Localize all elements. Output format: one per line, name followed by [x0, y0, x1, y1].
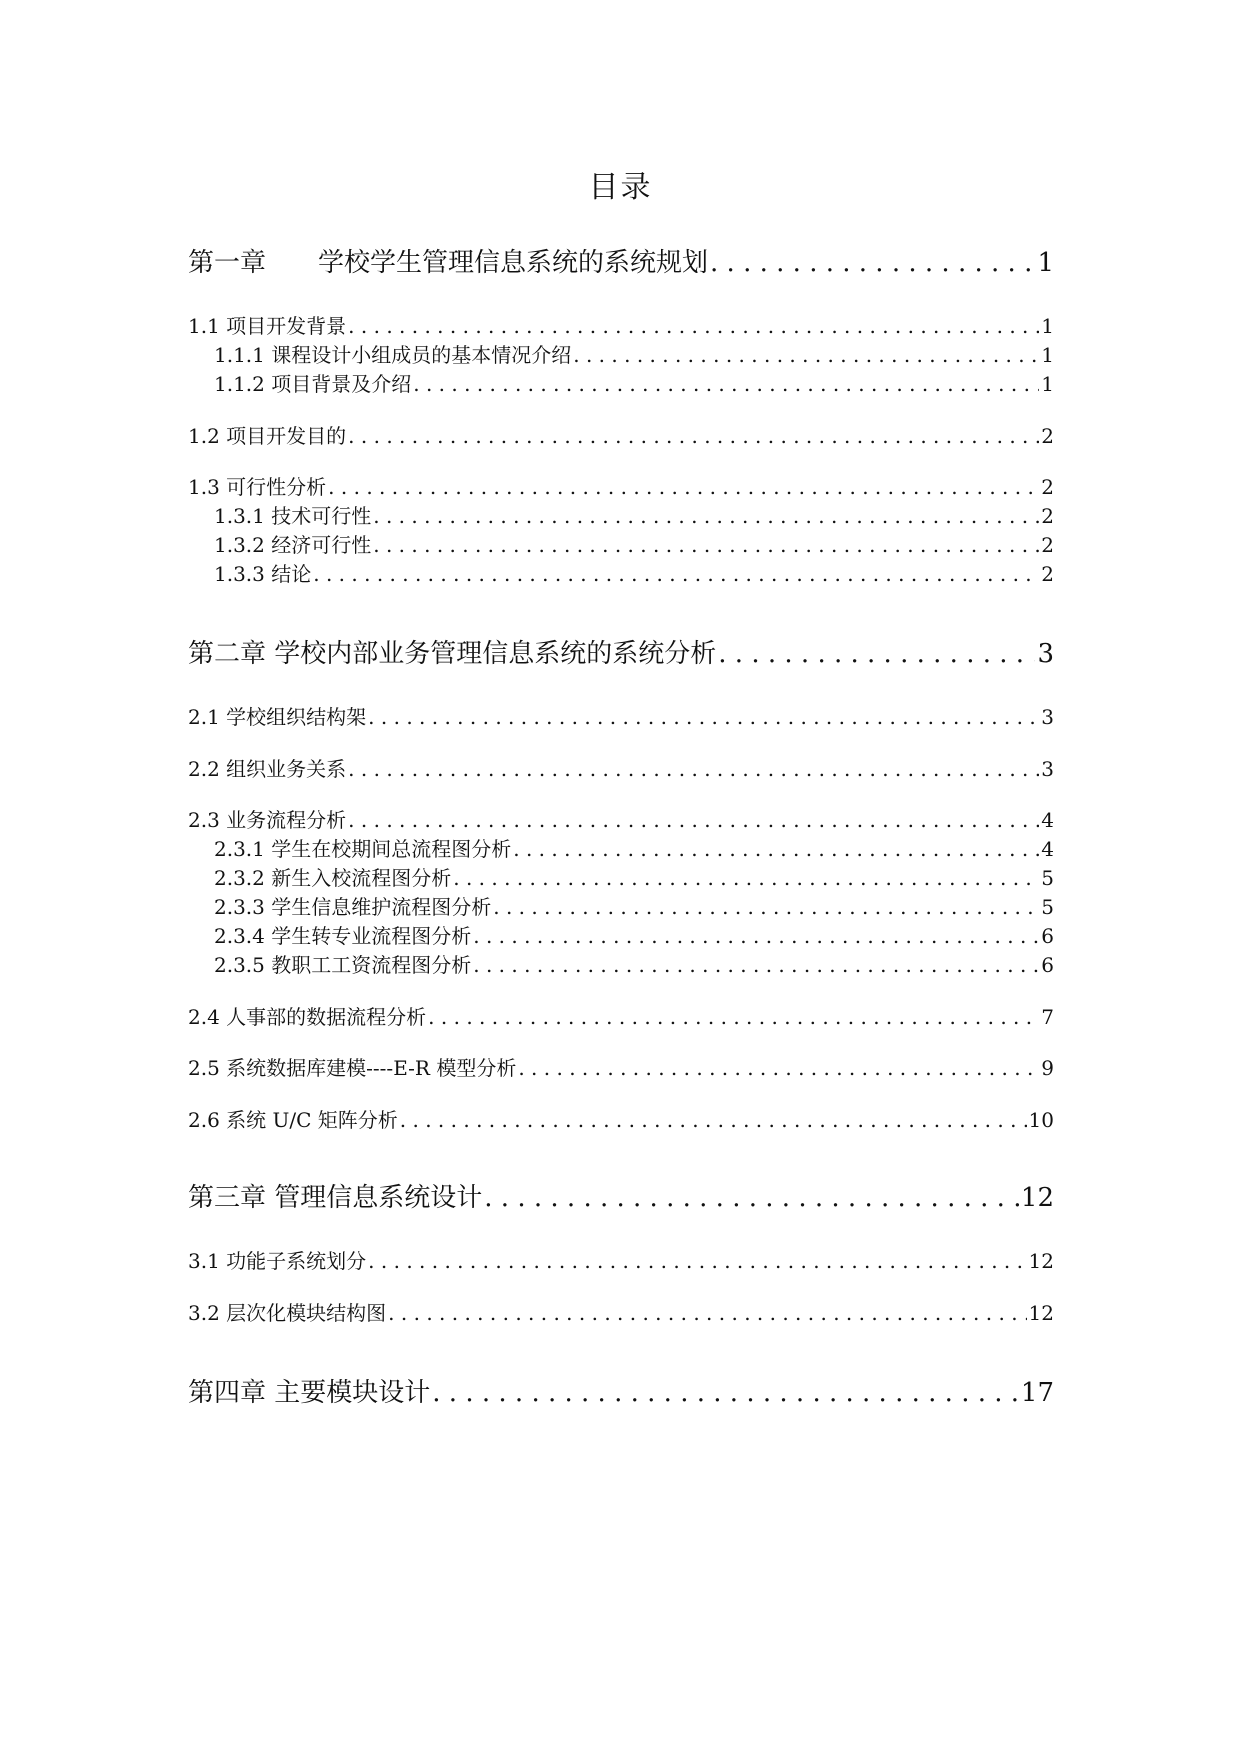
toc-entry-2-4[interactable] — [188, 1001, 1054, 1030]
toc-entry-1-3-2[interactable] — [188, 529, 1054, 558]
dot-leader — [413, 372, 1039, 396]
dot-leader — [348, 314, 1039, 338]
toc-entry-page: 6 — [1041, 953, 1054, 977]
toc-entry-page: 9 — [1041, 1056, 1054, 1080]
toc-entry-page: 3 — [1037, 639, 1054, 669]
toc-entry-label: 3.2 层次化模块结构图 — [188, 1301, 387, 1325]
toc-entry-label: 2.5 系统数据库建模----E-R 模型分析 — [188, 1056, 517, 1080]
toc-entry-1-1[interactable] — [188, 310, 1054, 339]
toc-entry-label: 3.1 功能子系统划分 — [188, 1249, 367, 1273]
toc-entry-page: 17 — [1020, 1378, 1054, 1408]
toc-entry-label: 第三章 管理信息系统设计 — [188, 1183, 483, 1213]
toc-entry-page: 3 — [1041, 757, 1054, 781]
toc-entry-label: 2.3.3 学生信息维护流程图分析 — [214, 895, 492, 919]
toc-entry-label: 1.1.2 项目背景及介绍 — [214, 372, 412, 396]
toc-entry-label: 2.3.1 学生在校期间总流程图分析 — [214, 837, 512, 861]
dot-leader — [400, 1108, 1027, 1132]
toc-title: 目录 — [588, 170, 653, 205]
toc-entry-page: 6 — [1041, 924, 1054, 948]
toc-entry-2-1[interactable] — [188, 701, 1054, 730]
dot-leader — [313, 562, 1039, 586]
dot-leader — [484, 1183, 1019, 1213]
dot-leader — [473, 924, 1039, 948]
toc-entry-page: 2 — [1041, 562, 1054, 586]
toc-entry-3-1[interactable] — [188, 1245, 1054, 1274]
dot-leader — [368, 1249, 1026, 1273]
toc-entry-2-6[interactable] — [188, 1104, 1054, 1133]
toc-entry-page: 1 — [1037, 248, 1054, 278]
dot-leader — [428, 1005, 1039, 1029]
toc-entry-page: 2 — [1041, 533, 1054, 557]
toc-entry-page: 5 — [1041, 866, 1054, 890]
toc-entry-1-3[interactable] — [188, 471, 1054, 500]
toc-entry-page: 7 — [1041, 1005, 1054, 1029]
toc-entry-page: 10 — [1028, 1108, 1054, 1132]
toc-entry-label: 2.3.4 学生转专业流程图分析 — [214, 924, 472, 948]
toc-entry-label: 1.3.1 技术可行性 — [214, 504, 372, 528]
toc-entry-1-3-1[interactable] — [188, 500, 1054, 529]
toc-entry-page: 5 — [1041, 895, 1054, 919]
dot-leader — [348, 757, 1039, 781]
toc-entry-2-2[interactable] — [188, 753, 1054, 782]
toc-entry-2-3-3[interactable] — [188, 891, 1054, 920]
dot-leader — [718, 639, 1035, 669]
toc-entry-chapter-1[interactable] — [188, 242, 1054, 279]
toc-entry-page: 3 — [1041, 705, 1054, 729]
toc-entry-page: 1 — [1041, 314, 1054, 338]
toc-entry-2-3-1[interactable] — [188, 833, 1054, 862]
dot-leader — [348, 808, 1039, 832]
toc-entry-page: 1 — [1041, 372, 1054, 396]
dot-leader — [373, 504, 1039, 528]
dot-leader — [373, 533, 1039, 557]
dot-leader — [513, 837, 1039, 861]
toc-entry-1-1-1[interactable] — [188, 339, 1054, 368]
toc-entry-2-3[interactable] — [188, 804, 1054, 833]
toc-entry-page: 2 — [1041, 475, 1054, 499]
toc-entry-page: 12 — [1028, 1301, 1054, 1325]
toc-entry-page: 4 — [1041, 808, 1054, 832]
toc-entry-label: 2.1 学校组织结构架 — [188, 705, 367, 729]
dot-leader — [473, 953, 1039, 977]
dot-leader — [493, 895, 1039, 919]
toc-entry-page: 12 — [1020, 1183, 1054, 1213]
toc-entry-label: 第四章 主要模块设计 — [188, 1378, 431, 1408]
toc-entry-page: 4 — [1041, 837, 1054, 861]
toc-entry-label: 1.1 项目开发背景 — [188, 314, 347, 338]
dot-leader — [348, 424, 1039, 448]
toc-entry-3-2[interactable] — [188, 1297, 1054, 1326]
dot-leader — [368, 705, 1039, 729]
toc-entry-chapter-4[interactable] — [188, 1372, 1054, 1409]
toc-entry-label: 1.1.1 课程设计小组成员的基本情况介绍 — [214, 343, 572, 367]
dot-leader — [573, 343, 1039, 367]
toc-entry-label: 1.3 可行性分析 — [188, 475, 327, 499]
toc-entry-2-5[interactable] — [188, 1052, 1054, 1081]
toc-entry-page: 2 — [1041, 504, 1054, 528]
toc-entry-label: 2.2 组织业务关系 — [188, 757, 347, 781]
toc-entry-label: 2.6 系统 U/C 矩阵分析 — [188, 1108, 398, 1132]
toc-entry-1-3-3[interactable] — [188, 558, 1054, 587]
toc-entry-label: 第二章 学校内部业务管理信息系统的系统分析 — [188, 639, 717, 669]
dot-leader — [518, 1056, 1039, 1080]
toc-entry-2-3-2[interactable] — [188, 862, 1054, 891]
dot-leader — [453, 866, 1039, 890]
toc-entry-label: 1.3.3 结论 — [214, 562, 312, 586]
toc-entry-label: 2.3.2 新生入校流程图分析 — [214, 866, 452, 890]
toc-entry-chapter-2[interactable] — [188, 633, 1054, 670]
toc-entry-2-3-4[interactable] — [188, 920, 1054, 949]
toc-entry-label: 2.3.5 教职工工资流程图分析 — [214, 953, 472, 977]
toc-entry-page: 2 — [1041, 424, 1054, 448]
dot-leader — [432, 1378, 1019, 1408]
toc-entry-2-3-5[interactable] — [188, 949, 1054, 978]
dot-leader — [710, 248, 1035, 278]
toc-entry-1-2[interactable] — [188, 420, 1054, 449]
toc-entry-label: 2.4 人事部的数据流程分析 — [188, 1005, 427, 1029]
toc-entry-label: 1.3.2 经济可行性 — [214, 533, 372, 557]
toc-entry-chapter-3[interactable] — [188, 1177, 1054, 1214]
toc-entry-page: 12 — [1028, 1249, 1054, 1273]
dot-leader — [328, 475, 1039, 499]
dot-leader — [388, 1301, 1026, 1325]
toc-entry-label: 2.3 业务流程分析 — [188, 808, 347, 832]
toc-entry-page: 1 — [1041, 343, 1054, 367]
toc-entry-label: 1.2 项目开发目的 — [188, 424, 347, 448]
toc-entry-label: 第一章 学校学生管理信息系统的系统规划 — [188, 248, 709, 278]
toc-entry-1-1-2[interactable] — [188, 368, 1054, 397]
